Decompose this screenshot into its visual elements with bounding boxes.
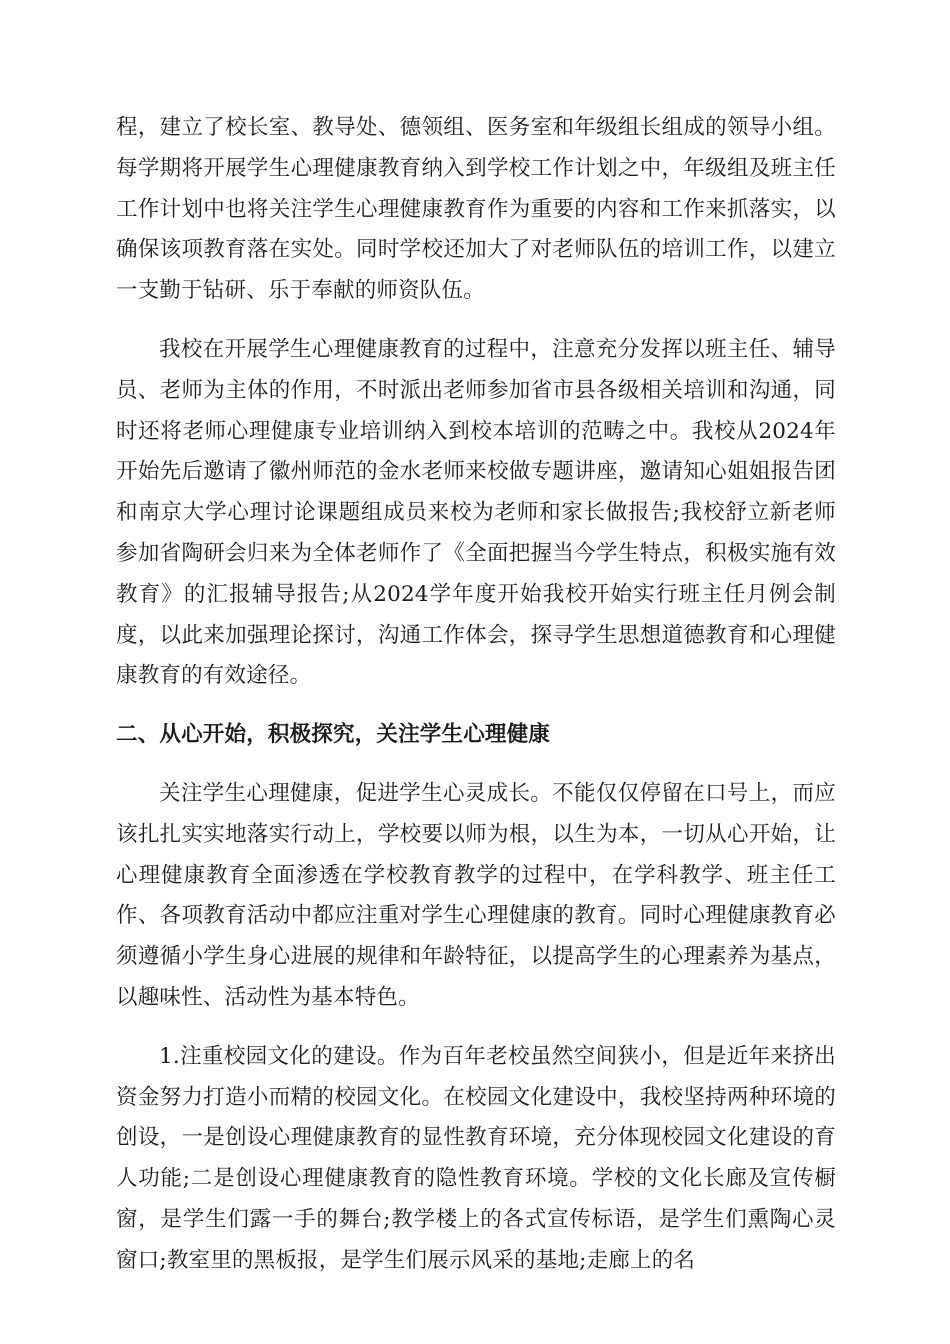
section-heading-two: 二、从心开始，积极探究，关注学生心理健康 bbox=[116, 722, 551, 748]
paragraph-campus-culture: 1.注重校园文化的建设。作为百年老校虽然空间狭小，但是近年来挤出资金努力打造小而精的校园文化。在校园文化建设中，我校坚持两种环境的创设，一是创设心理健康教育的显性教育环境，充分体现校园文化建设的育人功能;二是创设心理健康教育的隐性教育环境。学校的文化长廊及宣传橱窗，是学生们露一手的舞台;教学楼上的各式宣传标语，是学生们熏陶心灵窗口;教室里的黑板报，是学生们展示风采的基地;走廊上的名 bbox=[116, 1043, 836, 1273]
paragraph-leadership-group: 程，建立了校长室、教导处、德领组、医务室和年级组长组成的领导小组。每学期将开展学生心理健康教育纳入到学校工作计划之中，年级组及班主任工作计划中也将关注学生心理健康教育作为重要的内容和工作来抓落实，以确保该项教育落在实处。同时学校还加大了对老师队伍的培训工作，以建立一支勤于钻研、乐于奉献的师资队伍。 bbox=[116, 115, 836, 304]
paragraph-student-mental-health: 关注学生心理健康，促进学生心灵成长。不能仅仅停留在口号上，而应该扎扎实实地落实行动上，学校要以师为根，以生为本，一切从心开始，让心理健康教育全面渗透在学校教育教学的过程中，在学科教学、班主任工作、各项教育活动中都应注重对学生心理健康的教育。同时心理健康教育必须遵循小学生身心进展的规律和年龄特征，以提高学生的心理素养为基点，以趣味性、活动性为基本特色。 bbox=[116, 780, 836, 1010]
document-page bbox=[116, 108, 836, 1300]
paragraph-teacher-training: 我校在开展学生心理健康教育的过程中，注意充分发挥以班主任、辅导员、老师为主体的作用，不时派出老师参加省市县各级相关培训和沟通，同时还将老师心理健康专业培训纳入到校本培训的范畴之中。我校从2024年开始先后邀请了徽州师范的金水老师来校做专题讲座，邀请知心姐姐报告团和南京大学心理讨论课题组成员来校为老师和家长做报告;我校舒立新老师参加省陶研会归来为全体老师作了《全面把握当今学生特点，积极实施有效教育》的汇报辅导报告;从2024学年度开始我校开始实行班主任月例会制度，以此来加强理论探讨，沟通工作体会，探寻学生思想道德教育和心理健康教育的有效途径。 bbox=[116, 336, 836, 689]
